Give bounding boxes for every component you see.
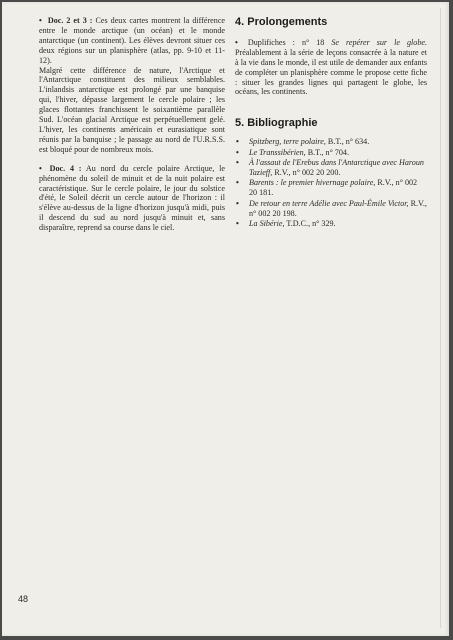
bullet-icon: •: [39, 16, 42, 25]
bib-title: Barents : le premier hivernage polaire,: [249, 178, 376, 188]
bib-ref: B.T., n° 634.: [325, 137, 370, 147]
bib-title: De retour en terre Adélie avec Paul-Émile Victor,: [249, 198, 409, 208]
duplifiches-lead: Duplifiches : n° 18: [247, 37, 332, 47]
bibliography-item: [235, 199, 427, 219]
paragraph-prolongements: [235, 38, 427, 97]
doc-2-3-lead: Doc. 2 et 3 :: [47, 16, 93, 25]
paragraph-doc-4: [39, 164, 225, 233]
bibliography-item: [235, 158, 427, 178]
duplifiches-title: Se repérer sur le globe.: [331, 37, 427, 47]
page-edge-rule: [440, 8, 441, 628]
bullet-icon: •: [236, 198, 239, 208]
bib-ref: R.V., n° 002 20 181.: [249, 178, 418, 198]
bib-ref: R.V., n° 002 20 198.: [249, 198, 427, 218]
heading-bibliographie: 5. Bibliographie: [235, 117, 318, 130]
bib-title: À l'assaut de l'Erebus dans l'Antarctique avec Haroun Tazieff,: [249, 158, 424, 177]
doc-4-text: Au nord du cercle polaire Arctique, le phénomène du soleil de minuit et de la nuit polaire est caractéristique. Sur le cercle polaire, le jour du solstice d'été, le Soleil décrit un cercle autour de l'horizon : il s'élève au-dessus de la ligne d'horizon jusqu'à midi, puis il descend du sud au nord jusqu'à minuit et, sans disparaître, reprend sa course dans le ciel.: [39, 163, 226, 233]
bullet-icon: •: [236, 137, 239, 147]
prolongements-text: Préalablement à la série de leçons consacrée à la nature et à la vie dans le monde, il est utile de demander aux enfants de compléter un planisphère comme le propose cette fiche : situer les grandes lignes qui partagent le globe, les océans, les continents.: [235, 47, 427, 97]
left-column: [39, 16, 225, 233]
bib-ref: T.D.C., n° 329.: [284, 219, 336, 228]
page-number: 48: [18, 594, 29, 604]
bullet-icon: •: [236, 147, 239, 157]
heading-prolongements: 4. Prolongements: [235, 16, 328, 28]
bullet-icon: •: [236, 178, 239, 188]
bullet-icon: •: [236, 158, 239, 168]
bullet-icon: •: [235, 37, 238, 47]
right-column: [235, 14, 427, 229]
bullet-icon: •: [236, 219, 239, 228]
bib-title: La Sibérie,: [249, 219, 285, 228]
bib-ref: B.T., n° 704.: [305, 147, 350, 157]
bib-title: Le Transsibérien,: [249, 147, 306, 157]
paragraph-doc-2-3: [39, 16, 225, 66]
bibliography-item: [235, 148, 427, 158]
bibliography-item: [235, 219, 427, 229]
document-page: [2, 2, 449, 636]
bib-title: Spitzberg, terre polaire,: [249, 137, 326, 147]
doc-2-3-text: Ces deux cartes montrent la différence entre le monde arctique (un océan) et le monde antarctique (un continent). Les élèves devront situer ces deux régions sur un planisphère (atlas, pp. 9-10 et 11-12).: [39, 16, 225, 65]
bullet-icon: •: [39, 163, 42, 173]
bibliography-item: [235, 178, 427, 198]
bib-ref: R.V., n° 002 20 200.: [272, 167, 341, 177]
doc-4-lead: Doc. 4 :: [49, 163, 82, 173]
bibliography-item: [235, 137, 427, 147]
bibliography-list: [235, 137, 427, 229]
paragraph-milieux: Malgré cette différence de nature, l'Arctique et l'Antarctique constituent des milieux semblables. L'inlandsis antarctique est prolongé par une banquise qui, l'hiver, dépasse largement le cercle polaire ; les glaces flottantes franchissent le soixantième parallèle Sud. L'océan glacial Arctique est perpétuellement gelé. L'hiver, les continents américain et eurasiatique sont réunis par la banquise ; le passage au nord de l'U.R.S.S. est bloqué pour de nombreux mois.: [39, 65, 225, 154]
